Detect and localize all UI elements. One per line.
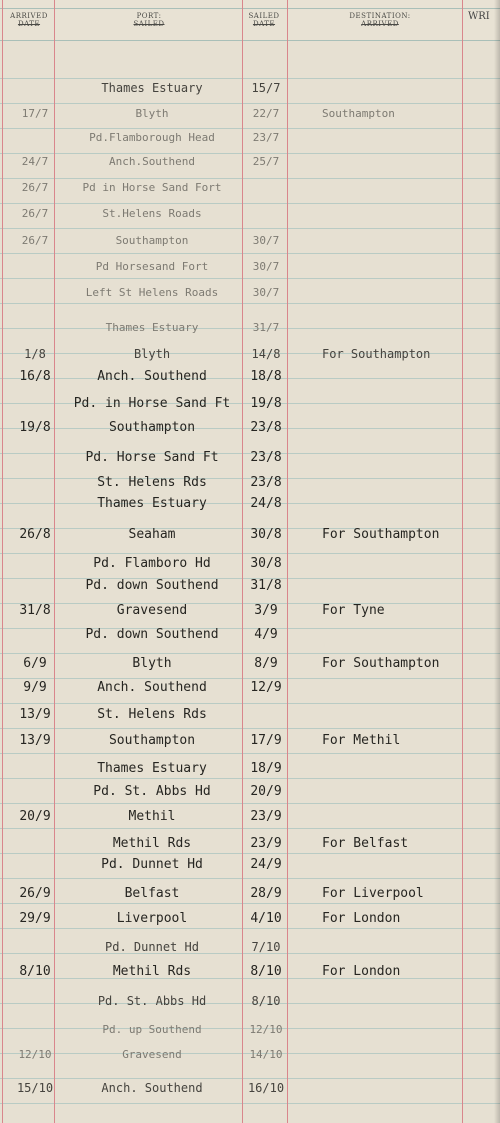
sailed-date-cell: 25/7 [252, 155, 280, 168]
header-port-label: PORT: [136, 12, 162, 20]
header-sailed-label: SAILED [248, 12, 280, 20]
arrived-date-cell: 26/7 [21, 234, 49, 247]
ledger-row [0, 909, 500, 929]
arrived-date-cell: 19/8 [19, 420, 51, 435]
port-cell: Pd. Horse Sand Ft [85, 450, 219, 465]
ledger-row [0, 344, 500, 364]
port-cell: Blyth [133, 347, 171, 361]
sailed-date-cell: 30/7 [252, 260, 280, 273]
arrived-date-cell: 29/9 [19, 911, 51, 926]
port-cell: Anch. Southend [97, 369, 207, 384]
sailed-date-cell: 19/8 [250, 396, 282, 411]
header-port-struck: SAILED [133, 20, 165, 28]
ledger-row [0, 257, 500, 277]
sailed-date-cell: 14/10 [249, 1048, 283, 1061]
port-cell: Anch. Southend [101, 1081, 203, 1095]
arrived-date-cell: 26/7 [21, 207, 49, 220]
arrived-date-cell: 15/10 [16, 1081, 54, 1095]
sailed-date-cell: 4/9 [254, 627, 278, 642]
sailed-date-cell: 23/8 [250, 420, 282, 435]
ledger-row [0, 991, 500, 1011]
page-edge-shadow [494, 0, 500, 1123]
sailed-date-cell: 23/8 [250, 475, 282, 490]
port-cell: Pd. Flamboro Hd [93, 556, 211, 571]
port-cell: Thames Estuary [105, 321, 199, 334]
port-cell: Anch.Southend [108, 155, 196, 168]
header-destination [330, 12, 430, 28]
ledger-row [0, 554, 500, 574]
destination-cell: For Methil [322, 733, 401, 748]
ledger-row [0, 1020, 500, 1040]
ledger-row [0, 128, 500, 148]
ledger-row [0, 834, 500, 854]
sailed-date-cell: 12/9 [250, 680, 282, 695]
header-destination-label: DESTINATION: [349, 12, 411, 20]
ledger-row [0, 494, 500, 514]
sailed-date-cell: 30/8 [250, 527, 282, 542]
ledger-row [0, 962, 500, 982]
sailed-date-cell: 24/9 [250, 857, 282, 872]
sailed-date-cell: 4/10 [250, 911, 282, 926]
destination-cell: For London [322, 911, 401, 926]
port-cell: Thames Estuary [97, 761, 207, 776]
port-cell: Methil Rds [112, 964, 192, 979]
ledger-row [0, 283, 500, 303]
arrived-date-cell: 1/8 [24, 347, 46, 361]
ledger-row [0, 576, 500, 596]
port-cell: Pd.Flamborough Head [89, 131, 215, 144]
arrived-date-cell: 16/8 [19, 369, 51, 384]
ledger-row [0, 731, 500, 751]
port-cell: Pd. in Horse Sand Ft [73, 396, 231, 411]
ledger-row [0, 178, 500, 198]
ledger-row [0, 654, 500, 674]
sailed-date-cell: 28/9 [250, 886, 282, 901]
ledger-row [0, 601, 500, 621]
header-rule-bottom [0, 40, 500, 41]
port-cell: Blyth [135, 107, 169, 120]
header-arrived-date: DATE [17, 20, 41, 28]
ledger-row [0, 418, 500, 438]
header-rule-top [0, 8, 500, 9]
header-sailed [242, 12, 286, 28]
arrived-date-cell: 9/9 [23, 680, 47, 695]
destination-cell: For Belfast [322, 836, 409, 851]
ledger-row [0, 367, 500, 387]
arrived-date-cell: 26/8 [19, 527, 51, 542]
arrived-date-cell: 26/7 [21, 181, 49, 194]
port-cell: Gravesend [116, 603, 188, 618]
port-cell: Seaham [128, 527, 176, 542]
sailed-date-cell: 3/9 [254, 603, 278, 618]
sailed-date-cell: 16/10 [247, 1081, 285, 1095]
ledger-row [0, 1078, 500, 1098]
ledger-row [0, 152, 500, 172]
sailed-date-cell: 30/7 [252, 286, 280, 299]
arrived-date-cell: 6/9 [23, 656, 47, 671]
header-port [58, 12, 240, 28]
arrived-date-cell: 12/10 [18, 1048, 52, 1061]
destination-cell: Southampton [322, 107, 395, 120]
port-cell: Southampton [108, 733, 196, 748]
sailed-date-cell: 8/10 [250, 964, 282, 979]
margin-rule-left [2, 0, 3, 1123]
port-cell: Blyth [132, 656, 172, 671]
sailed-date-cell: 8/10 [251, 994, 281, 1008]
sailed-date-cell: 17/9 [250, 733, 282, 748]
port-cell: Methil Rds [112, 836, 192, 851]
arrived-date-cell: 13/9 [19, 733, 51, 748]
sailed-date-cell: 20/9 [250, 784, 282, 799]
sailed-date-cell: 14/8 [251, 347, 281, 361]
sailed-date-cell: 23/9 [250, 809, 282, 824]
sailed-date-cell: 23/7 [252, 131, 280, 144]
port-cell: Southampton [108, 420, 196, 435]
arrived-date-cell: 24/7 [21, 155, 49, 168]
port-cell: Left St Helens Roads [85, 286, 219, 299]
header-wri: WRI [468, 11, 490, 22]
sailed-date-cell: 24/8 [250, 496, 282, 511]
ledger-row [0, 448, 500, 468]
port-cell: St.Helens Roads [102, 207, 202, 220]
arrived-date-cell: 26/9 [19, 886, 51, 901]
sailed-date-cell: 18/9 [250, 761, 282, 776]
port-cell: Pd. Dunnet Hd [101, 857, 203, 872]
arrived-date-cell: 13/9 [19, 707, 51, 722]
ledger-row [0, 204, 500, 224]
ledger-row [0, 759, 500, 779]
ledger-row [0, 1045, 500, 1065]
port-cell: Liverpool [116, 911, 188, 926]
destination-cell: For Southampton [322, 527, 440, 542]
arrived-date-cell: 20/9 [19, 809, 51, 824]
column-rule-destination [462, 0, 463, 1123]
port-cell: Belfast [124, 886, 180, 901]
ledger-row [0, 782, 500, 802]
ledger-row [0, 525, 500, 545]
arrived-date-cell: 31/8 [19, 603, 51, 618]
sailed-date-cell: 7/10 [251, 940, 281, 954]
port-cell: Pd Horsesand Fort [95, 260, 209, 273]
port-cell: St. Helens Rds [97, 707, 207, 722]
port-cell: Pd. St. Abbs Hd [93, 784, 211, 799]
destination-cell: For Tyne [322, 603, 385, 618]
port-cell: Southampton [115, 234, 189, 247]
column-rule-sailed [287, 0, 288, 1123]
header-arrived-label: ARRIVED [10, 12, 48, 20]
ledger-row [0, 231, 500, 251]
destination-cell: For Liverpool [322, 886, 424, 901]
port-cell: Methil [128, 809, 176, 824]
column-rule-port [242, 0, 243, 1123]
sailed-date-cell: 23/8 [250, 450, 282, 465]
port-cell: Pd. St. Abbs Hd [97, 994, 207, 1008]
sailed-date-cell: 31/8 [250, 578, 282, 593]
port-cell: Pd in Horse Sand Fort [82, 181, 222, 194]
port-cell: Pd. Dunnet Hd [105, 940, 199, 954]
arrived-date-cell: 8/10 [19, 964, 51, 979]
sailed-date-cell: 22/7 [252, 107, 280, 120]
port-cell: Pd. down Southend [85, 578, 219, 593]
ledger-row [0, 884, 500, 904]
ledger-row [0, 678, 500, 698]
sailed-date-cell: 15/7 [251, 81, 281, 95]
ledger-row [0, 855, 500, 875]
destination-cell: For London [322, 964, 401, 979]
port-cell: Thames Estuary [97, 496, 207, 511]
ledger-row [0, 705, 500, 725]
port-cell: Thames Estuary [101, 81, 203, 95]
port-cell: Pd. up Southend [102, 1023, 202, 1036]
header-destination-struck: ARRIVED [361, 20, 399, 28]
port-cell: Gravesend [122, 1048, 182, 1061]
header-sailed-date: DATE [252, 20, 276, 28]
port-cell: Pd. down Southend [85, 627, 219, 642]
arrived-date-cell: 17/7 [21, 107, 49, 120]
ledger-row [0, 937, 500, 957]
sailed-date-cell: 8/9 [254, 656, 278, 671]
ledger-row [0, 473, 500, 493]
sailed-date-cell: 23/9 [250, 836, 282, 851]
destination-cell: For Southampton [322, 656, 440, 671]
ledger-row [0, 807, 500, 827]
header-arrived [4, 12, 54, 28]
ledger-row [0, 394, 500, 414]
sailed-date-cell: 30/7 [252, 234, 280, 247]
ledger-row [0, 625, 500, 645]
sailed-date-cell: 18/8 [250, 369, 282, 384]
sailed-date-cell: 12/10 [249, 1023, 283, 1036]
ledger-row [0, 78, 500, 98]
sailed-date-cell: 30/8 [250, 556, 282, 571]
port-cell: Anch. Southend [97, 680, 207, 695]
ledger-row [0, 318, 500, 338]
port-cell: St. Helens Rds [97, 475, 207, 490]
destination-cell: For Southampton [322, 347, 431, 361]
sailed-date-cell: 31/7 [252, 321, 280, 334]
column-rule-arrived [54, 0, 55, 1123]
ledger-row [0, 104, 500, 124]
